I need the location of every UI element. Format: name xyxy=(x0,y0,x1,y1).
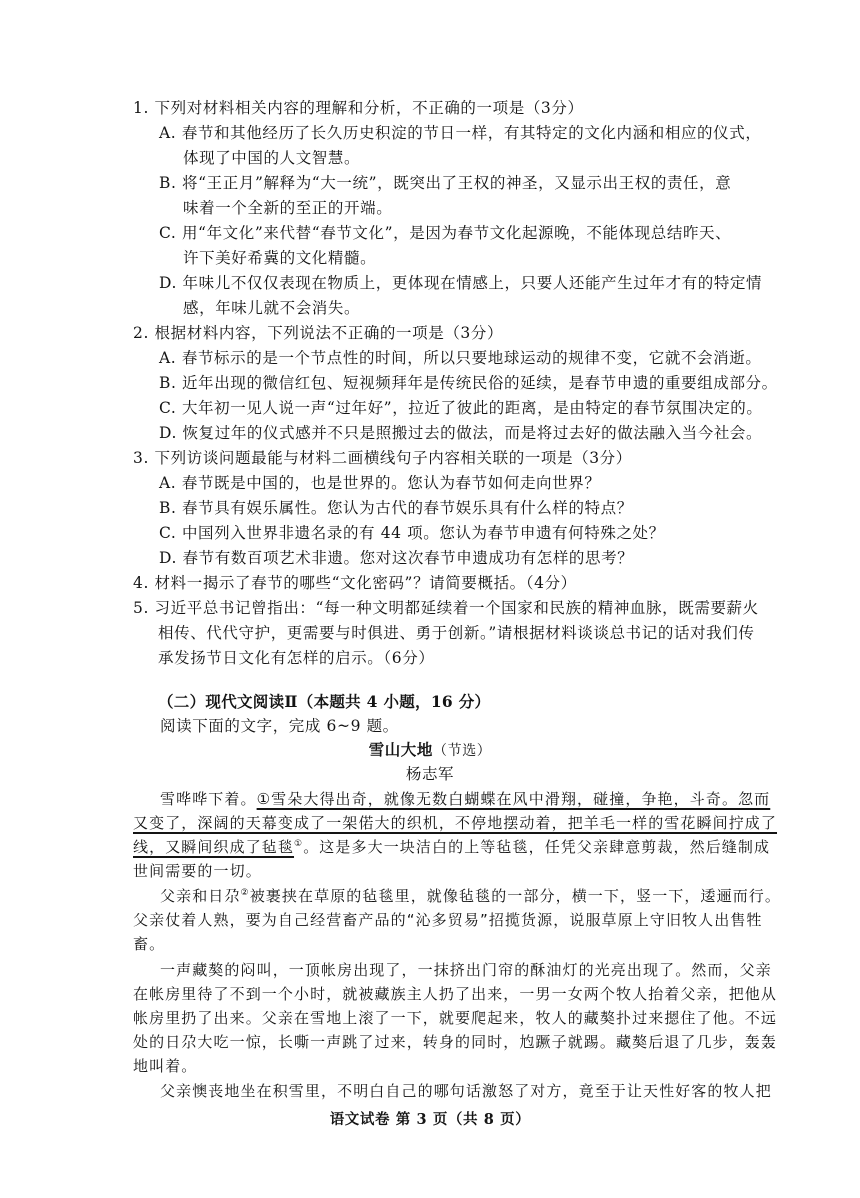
paragraph-2-line-2: 父亲仗着人熟，要为自己经营畜产品的“沁多贸易”招揽货源，说服草原上守旧牧人出售牲 xyxy=(133,911,763,929)
question-5-line-3: 承发扬节日文化有怎样的启示。（6分） xyxy=(158,649,435,667)
paragraph-4-line-1: 父亲懊丧地坐在积雪里，不明白自己的哪句话激怒了对方，竟至于让天性好客的牧人把 xyxy=(160,1082,772,1100)
section-title: （二）现代文阅读Ⅱ（本题共 4 小题，16 分） xyxy=(158,692,491,711)
article-title-text: 雪山大地 xyxy=(368,740,433,759)
paragraph-1-opening: 雪哗哗下着。 xyxy=(160,790,257,808)
page-footer: 语文试卷 第 3 页（共 8 页） xyxy=(329,1111,531,1128)
q1-option-b: B. 将“王正月”解释为“大一统”，既突出了王权的神圣，又显示出王权的责任，意 xyxy=(159,174,732,192)
question-4-stem: 4. 材料一揭示了春节的哪些“文化密码”？请简要概括。（4分） xyxy=(133,574,577,592)
article-title xyxy=(0,740,860,761)
underlined-sentence-1: ①雪朵大得出奇，就像无数白蝴蝶在风中滑翔，碰撞，争艳，斗奇。忽而 xyxy=(256,790,771,808)
paragraph-2-line-1-rest: 被裹挟在草原的毡毯里，就像毡毯的一部分，横一下，竖一下，逶逦而行。 xyxy=(249,887,781,905)
q2-option-b: B. 近年出现的微信红包、短视频拜年是传统民俗的延续，是春节申遗的重要组成部分。 xyxy=(159,374,778,392)
q3-option-c: C. 中国列入世界非遗名录的有 44 项。您认为春节申遗有何特殊之处？ xyxy=(159,524,665,542)
question-2-stem: 2. 根据材料内容，下列说法不正确的一项是（3分） xyxy=(133,324,504,342)
q1-option-b-cont: 味着一个全新的至正的开端。 xyxy=(183,199,393,217)
paragraph-3-line-5: 地叫着。 xyxy=(133,1057,198,1075)
question-5-line-2: 相传、代代守护，更需要与时俱进、勇于创新。”请根据材料谈谈总书记的话对我们传 xyxy=(158,624,755,642)
paragraph-3-line-3: 帐房里扔了出来。父亲在雪地上滚了一下，就要爬起来，牧人的藏獒扑过来摁住了他。不远 xyxy=(133,1009,778,1027)
paragraph-1-line-4: 世间需要的一切。 xyxy=(133,862,262,880)
q1-option-c: C. 用“年文化”来代替“春节文化”，是因为春节文化起源晚，不能体现总结昨天、 xyxy=(159,224,732,242)
q1-option-d: D. 年味儿不仅仅表现在物质上，更体现在情感上，只要人还能产生过年才有的特定情 xyxy=(159,274,763,292)
paragraph-3-line-2: 在帐房里待了不到一个小时，就被藏族主人扔了出来，一男一女两个牧人抬着父亲，把他从 xyxy=(133,985,778,1003)
paragraph-2-line-3: 畜。 xyxy=(133,935,166,953)
paragraph-2-line-1 xyxy=(160,886,781,906)
paragraph-1-line-3 xyxy=(133,837,770,857)
section-instruction: 阅读下面的文字，完成 6~9 题。 xyxy=(160,717,399,735)
question-1-stem: 1. 下列对材料相关内容的理解和分析，不正确的一项是（3分） xyxy=(133,99,584,117)
article-author: 杨志军 xyxy=(405,765,455,783)
footnote-marker-1: ① xyxy=(294,839,304,849)
article-title-note: （节选） xyxy=(433,743,492,759)
q2-option-d: D. 恢复过年的仪式感并不只是照搬过去的做法，而是将过去好的做法融入当今社会。 xyxy=(159,424,763,442)
question-3-stem: 3. 下列访谈问题最能与材料二画横线句子内容相关联的一项是（3分） xyxy=(133,449,632,467)
q1-option-a-cont: 体现了中国的人文智慧。 xyxy=(183,149,361,167)
q1-option-c-cont: 许下美好希冀的文化精髓。 xyxy=(183,249,377,267)
footnote-marker-2: ② xyxy=(240,888,250,898)
q3-option-a: A. 春节既是中国的，也是世界的。您认为春节如何走向世界？ xyxy=(159,474,601,492)
q3-option-b: B. 春节具有娱乐属性。您认为古代的春节娱乐具有什么样的特点？ xyxy=(159,499,633,517)
q1-option-a: A. 春节和其他经历了长久历史积淀的节日一样，有其特定的文化内涵和相应的仪式， xyxy=(159,124,762,142)
underlined-sentence-2: 又变了，深阔的天幕变成了一架偌大的织机，不停地摆动着，把羊毛一样的雪花瞬间拧成了 xyxy=(133,814,778,832)
paragraph-3-line-4: 处的日尕大吃一惊，长嘶一声跳了过来，转身的同时，尥蹶子就踢。藏獒后退了几步，轰轰 xyxy=(133,1033,778,1051)
paragraph-1-line-2 xyxy=(133,813,777,833)
paragraph-2-start: 父亲和日尕 xyxy=(160,887,241,905)
paragraph-1-line-1 xyxy=(160,789,770,809)
underlined-sentence-3: 线，又瞬间织成了毡毯 xyxy=(133,838,295,856)
paragraph-3-line-1: 一声藏獒的闷叫，一顶帐房出现了，一抹挤出门帘的酥油灯的光亮出现了。然而，父亲 xyxy=(160,961,772,979)
paragraph-1-line-3-rest: 。这是多大一块洁白的上等毡毯，任凭父亲肆意剪裁，然后缝制成 xyxy=(303,838,771,856)
question-5-line-1: 5. 习近平总书记曾指出：“每一种文明都延续着一个国家和民族的精神血脉，既需要薪火 xyxy=(133,599,759,617)
q3-option-d: D. 春节有数百项艺术非遗。您对这次春节申遗成功有怎样的思考？ xyxy=(159,549,634,567)
q1-option-d-cont: 感，年味儿就不会消失。 xyxy=(183,299,361,317)
q2-option-a: A. 春节标示的是一个节点性的时间，所以只要地球运动的规律不变，它就不会消逝。 xyxy=(159,349,762,367)
q2-option-c: C. 大年初一见人说一声“过年好”，拉近了彼此的距离，是由特定的春节氛围决定的。 xyxy=(159,399,763,417)
